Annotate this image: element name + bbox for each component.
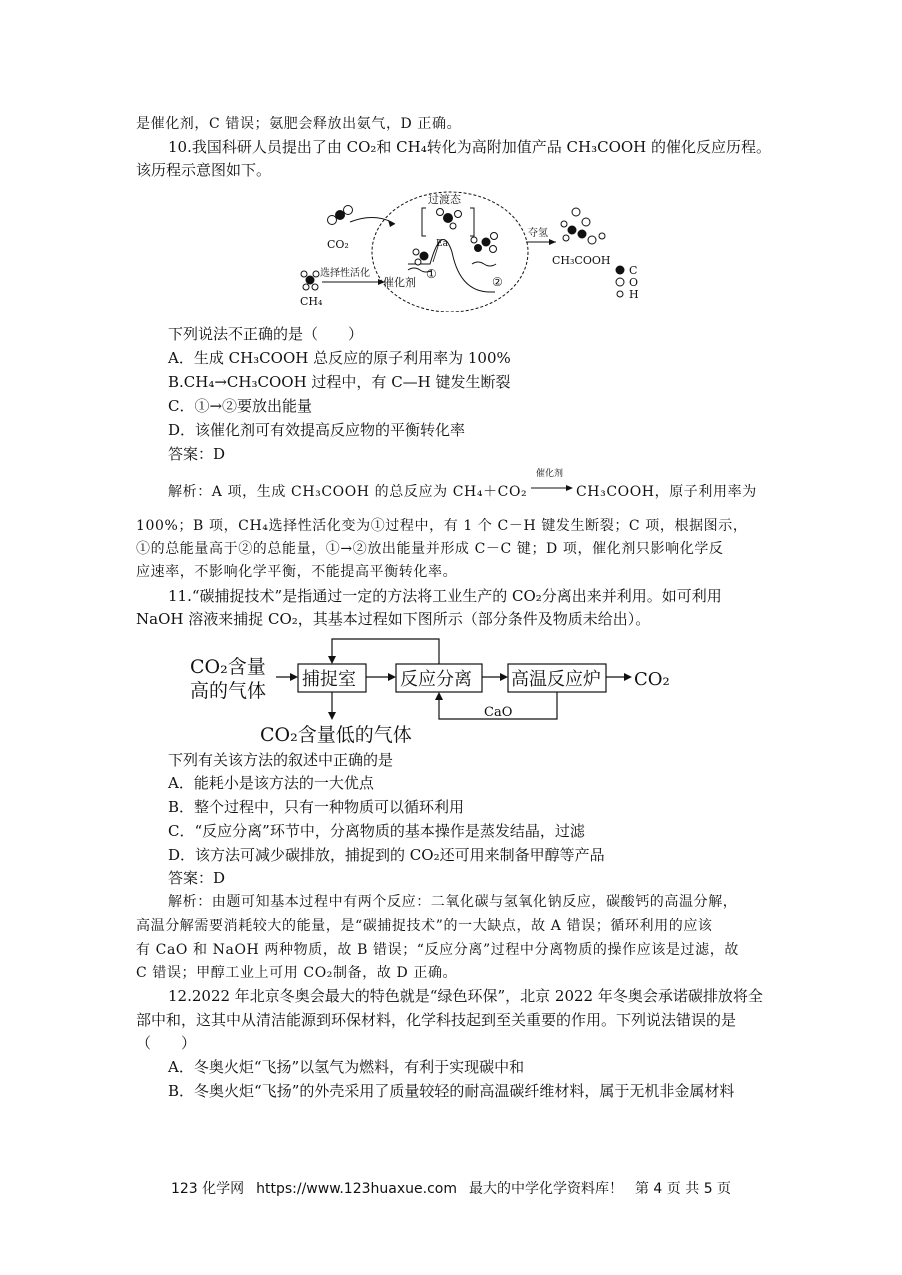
step2-label: ② [492,275,503,289]
capture-chamber-label: 捕捉室 [302,669,356,690]
option-b: B．冬奥火炬“飞扬”的外壳采用了质量较轻的耐高温碳纤维材料，属于无机非金属材料 [168,1082,735,1100]
question-prompt: 下列说法不正确的是（ ） [168,325,364,343]
input-gas-line1: CO₂含量 [190,656,266,678]
answer: 答案：D [168,869,226,887]
question-prompt: 下列有关该方法的叙述中正确的是 [168,751,394,769]
analysis-line: CH₃COOH，原子利用率为 [576,484,757,500]
option-b: B．整个过程中，只有一种物质可以循环利用 [168,798,465,816]
co2-molecule [328,206,353,225]
cao-label: CaO [484,705,513,720]
acetic-acid-molecule [561,208,605,244]
analysis-line: 解析：由题可知基本过程中有两个反应：二氧化碳与氢氧化钠反应，碳酸钙的高温分解， [168,894,738,910]
mechanism-diagram [290,182,650,312]
analysis-line: 高温分解需要消耗较大的能量，是“碳捕捉技术”的一大缺点，故 A 错误；循环利用的应该 [136,918,713,934]
answer: 答案：D [168,445,226,463]
ea-label: Ea [436,239,448,249]
reaction-separation-label: 反应分离 [400,669,472,690]
analysis-line: 解析：A 项，生成 CH₃COOH 的总反应为 CH₄＋CO₂ [168,484,528,500]
analysis-line: 应速率，不影响化学平衡，不能提高平衡转化率。 [136,564,458,580]
question-10-stem: 10.我国科研人员提出了由 CO₂和 CH₄转化为高附加值产品 CH₃COOH 的催化反应历程。 [168,138,772,156]
step1-label: ① [426,267,437,281]
low-co2-gas-label: CO₂含量低的气体 [260,724,412,745]
legend-c: C [629,264,638,277]
footer-site: 123 化学网 [170,1181,245,1197]
option-b: B.CH₄→CH₃COOH 过程中，有 C—H 键发生断裂 [168,373,511,391]
catalyst-over-arrow: 催化剂 [536,469,564,479]
option-a: A．冬奥火炬“飞扬”以氢气为燃料，有利于实现碳中和 [168,1058,525,1076]
text-line: NaOH 溶液来捕捉 CO₂，其基本过程如下图所示（部分条件及物质未给出）。 [136,610,651,628]
analysis-line: 有 CaO 和 NaOH 两种物质，故 B 错误；“反应分离”过程中分离物质的操作应该是过滤，故 [136,942,739,958]
text-line: 是催化剂，C 错误；氨肥会释放出氨气，D 正确。 [136,116,462,132]
ch4-molecule [301,271,319,290]
option-d: D．该方法可减少碳排放，捕捉到的 CO₂还可用来制备甲醇等产品 [168,846,605,864]
legend-h: H [629,288,639,301]
analysis-line: C 错误；甲醇工业上可用 CO₂制备，故 D 正确。 [136,965,458,981]
option-c: C．“反应分离”环节中，分离物质的基本操作是蒸发结晶，过滤 [168,822,585,840]
select-activate-label: 选择性活化 [320,268,370,279]
furnace-label: 高温反应炉 [511,669,601,690]
text-line: （ ） [136,1034,197,1052]
analysis-line: 100%；B 项，CH₄选择性活化变为①过程中，有 1 个 C－H 键发生断裂；C 项，根据图示， [136,518,748,534]
footer-page-number: 第 4 页 共 5 页 [634,1181,732,1197]
option-a: A．能耗小是该方法的一大优点 [168,774,374,792]
ch4-label: CH₄ [300,295,323,308]
question-12-stem: 12.2022 年北京冬奥会最大的特色就是“绿色环保”，北京 2022 年冬奥会承诺碳排放将全 [168,987,763,1005]
text-line: 该历程示意图如下。 [136,161,272,179]
legend-o: O [629,276,639,289]
analysis-line: ①的总能量高于②的总能量，①→②放出能量并形成 C－C 键；D 项，催化剂只影响化学反 [136,541,724,557]
question-11-stem: 11.“碳捕捉技术”是指通过一定的方法将工业生产的 CO₂分离出来并利用。如可利用 [168,587,722,605]
reaction-arrow [530,483,574,493]
page-footer [0,1178,902,1198]
carbon-capture-flowchart [180,633,700,745]
footer-slogan: 最大的中学化学资料库！ [468,1181,623,1197]
output-co2-label: CO₂ [634,669,670,690]
text-line: 部中和，这其中从清洁能源到环保材料，化学科技起到至关重要的作用。下列说法错误的是 [136,1011,737,1029]
footer-url[interactable]: https://www.123huaxue.com [256,1181,457,1197]
option-d: D．该催化剂可有效提高反应物的平衡转化率 [168,421,466,439]
catalyst-label: 催化剂 [383,276,416,289]
option-a: A．生成 CH₃COOH 总反应的原子利用率为 100% [168,349,511,367]
input-gas-line2: 高的气体 [190,680,267,702]
transition-label: 过渡态 [428,193,461,206]
product-label: CH₃COOH [552,254,611,267]
dehydrogen-label: 夺氢 [528,228,548,239]
option-c: C．①→②要放出能量 [168,397,313,415]
co2-label: CO₂ [327,238,349,251]
